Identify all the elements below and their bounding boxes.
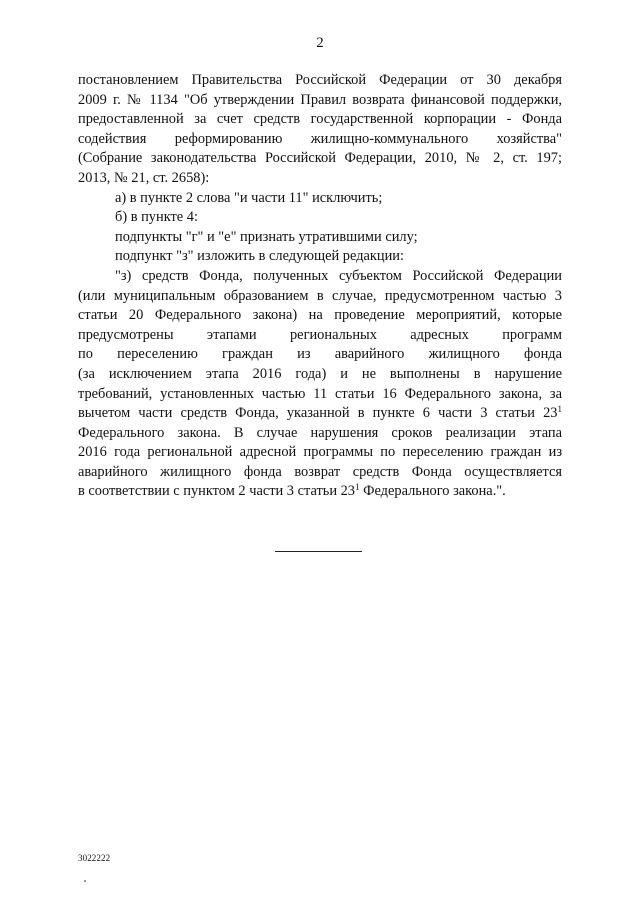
text-line: аварийного жилищного фонда возврат средств Фонда осуществляется: [78, 463, 562, 480]
text-line: Федерального закона. В случае нарушения сроков реализации этапа: [78, 424, 562, 441]
text-line: б) в пункте 4:: [115, 209, 198, 226]
text-line: постановлением Правительства Российской Федерации от 30 декабря: [78, 72, 562, 88]
text-line: по переселению граждан из аварийного жилищного фонда: [78, 346, 562, 363]
text-line: требований, установленных частью 11 статьи 16 Федерального закона, за: [78, 385, 562, 402]
text-line: 2013, № 21, ст. 2658):: [78, 169, 210, 186]
page-number: 2: [316, 35, 324, 51]
text-line: содействия реформированию жилищно-коммунального хозяйства": [78, 130, 562, 147]
text-line-with-superscript: [78, 404, 562, 424]
text-line: (за исключением этапа 2016 года) и не выполнены в нарушение: [78, 365, 562, 382]
line-text: вычетом части средств Фонда, указанной в пункте 6 части 3 статьи 23: [78, 405, 558, 422]
superscript: 1: [355, 482, 360, 493]
superscript: 1: [557, 404, 562, 415]
text-line: "з) средств Фонда, полученных субъектом Российской Федерации: [115, 267, 562, 284]
text-line: подпункт "з" изложить в следующей редакции:: [115, 248, 405, 265]
scan-mark: [84, 880, 86, 882]
text-line-with-superscript: [78, 482, 562, 502]
text-line: (или муниципальным образованием в случае, предусмотренном частью 3: [78, 287, 562, 304]
text-line: подпункты "г" и "е" признать утратившими силу;: [115, 228, 418, 245]
document-body: [78, 71, 562, 502]
text-line: предоставленной за счет средств государственной корпорации - Фонда: [78, 111, 562, 128]
text-line: 2009 г. № 1134 "Об утверждении Правил возврата финансовой поддержки,: [78, 91, 562, 108]
text-line: (Собрание законодательства Российской Федерации, 2010, № 2, ст. 197;: [78, 150, 562, 167]
text-line: предусмотрены этапами региональных адресных программ: [78, 326, 562, 343]
line-text: Федерального закона.".: [359, 483, 506, 500]
end-divider: [275, 551, 362, 552]
text-line: 2016 года региональной адресной программы по переселению граждан из: [78, 444, 562, 461]
text-line: статьи 20 Федерального закона) на проведение мероприятий, которые: [78, 307, 562, 324]
document-code: 3022222: [78, 853, 111, 863]
text-line: а) в пункте 2 слова "и части 11" исключить;: [115, 189, 383, 206]
line-text: в соответствии с пунктом 2 части 3 статьи 23: [78, 483, 356, 500]
